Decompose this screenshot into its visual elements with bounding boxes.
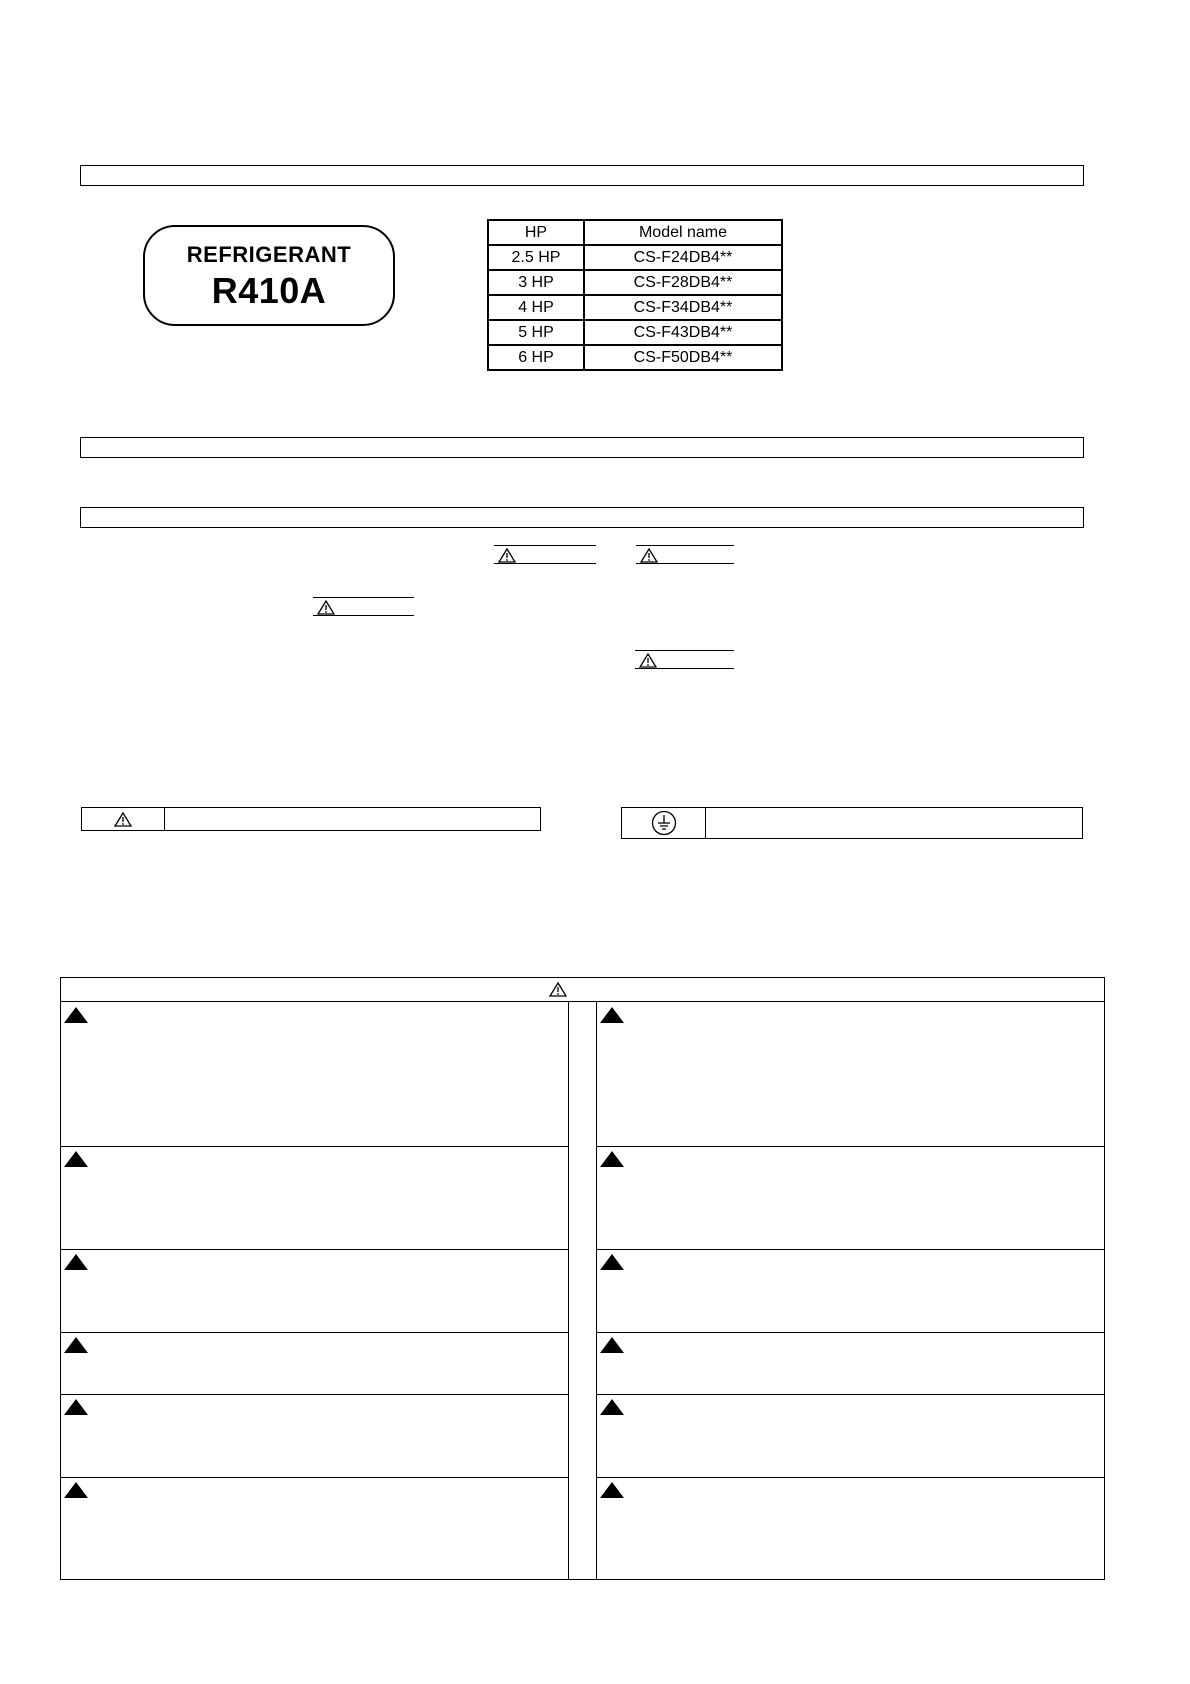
warning-triangle-icon: [640, 548, 658, 563]
warning-mark: [313, 597, 414, 616]
warning-mark: [636, 545, 734, 564]
legend-icon-cell: [622, 808, 706, 838]
table-cell-hp: 2.5 HP: [488, 245, 584, 270]
warning-legend-box: [81, 807, 541, 831]
column-divider: [596, 1002, 597, 1580]
warning-triangle-icon: [639, 653, 657, 668]
table-cell-model: CS-F43DB4**: [584, 320, 782, 345]
table-cell-hp: 3 HP: [488, 270, 584, 295]
table-row: [488, 345, 782, 370]
row-divider: [61, 1332, 568, 1333]
warning-triangle-icon: [317, 600, 335, 615]
warning-triangle-icon: [549, 982, 567, 997]
section-bar-3: [80, 507, 1084, 528]
legend-text-cell: [165, 808, 540, 830]
row-divider: [61, 1477, 568, 1478]
legend-text-cell: [706, 808, 1082, 838]
table-row: [488, 270, 782, 295]
row-divider: [596, 1394, 1105, 1395]
table-cell-hp: 6 HP: [488, 345, 584, 370]
solid-triangle-icon: [600, 1151, 624, 1167]
column-header-hp: HP: [488, 220, 584, 245]
section-bar-1: [80, 165, 1084, 186]
table-row: [488, 320, 782, 345]
model-table: [487, 219, 783, 371]
warning-triangle-icon: [114, 812, 132, 827]
warning-mark: [635, 650, 734, 669]
solid-triangle-icon: [600, 1254, 624, 1270]
warning-table-header: [61, 978, 1104, 1002]
refrigerant-label: [143, 225, 395, 326]
solid-triangle-icon: [64, 1337, 88, 1353]
solid-triangle-icon: [64, 1399, 88, 1415]
solid-triangle-icon: [64, 1482, 88, 1498]
solid-triangle-icon: [600, 1482, 624, 1498]
column-divider: [568, 1002, 569, 1580]
table-cell-model: CS-F50DB4**: [584, 345, 782, 370]
row-divider: [596, 1477, 1105, 1478]
column-header-model-name: Model name: [584, 220, 782, 245]
row-divider: [61, 1394, 568, 1395]
table-cell-model: CS-F28DB4**: [584, 270, 782, 295]
solid-triangle-icon: [600, 1007, 624, 1023]
refrigerant-label-title: REFRIGERANT: [186, 242, 352, 267]
table-cell-model: CS-F34DB4**: [584, 295, 782, 320]
earth-legend-box: [621, 807, 1083, 839]
row-divider: [61, 1146, 568, 1147]
table-row: [488, 295, 782, 320]
solid-triangle-icon: [64, 1254, 88, 1270]
table-header-row: [488, 220, 782, 245]
row-divider: [596, 1249, 1105, 1250]
warning-mark: [494, 545, 596, 564]
refrigerant-type: R410A: [211, 270, 327, 311]
table-cell-model: CS-F24DB4**: [584, 245, 782, 270]
solid-triangle-icon: [600, 1337, 624, 1353]
row-divider: [596, 1146, 1105, 1147]
warning-table: [60, 977, 1105, 1580]
solid-triangle-icon: [64, 1007, 88, 1023]
table-cell-hp: 4 HP: [488, 295, 584, 320]
table-cell-hp: 5 HP: [488, 320, 584, 345]
row-divider: [596, 1332, 1105, 1333]
row-divider: [61, 1249, 568, 1250]
earth-ground-icon: [651, 810, 677, 836]
section-bar-2: [80, 437, 1084, 458]
solid-triangle-icon: [600, 1399, 624, 1415]
table-row: [488, 245, 782, 270]
solid-triangle-icon: [64, 1151, 88, 1167]
legend-icon-cell: [82, 808, 165, 830]
warning-triangle-icon: [498, 548, 516, 563]
